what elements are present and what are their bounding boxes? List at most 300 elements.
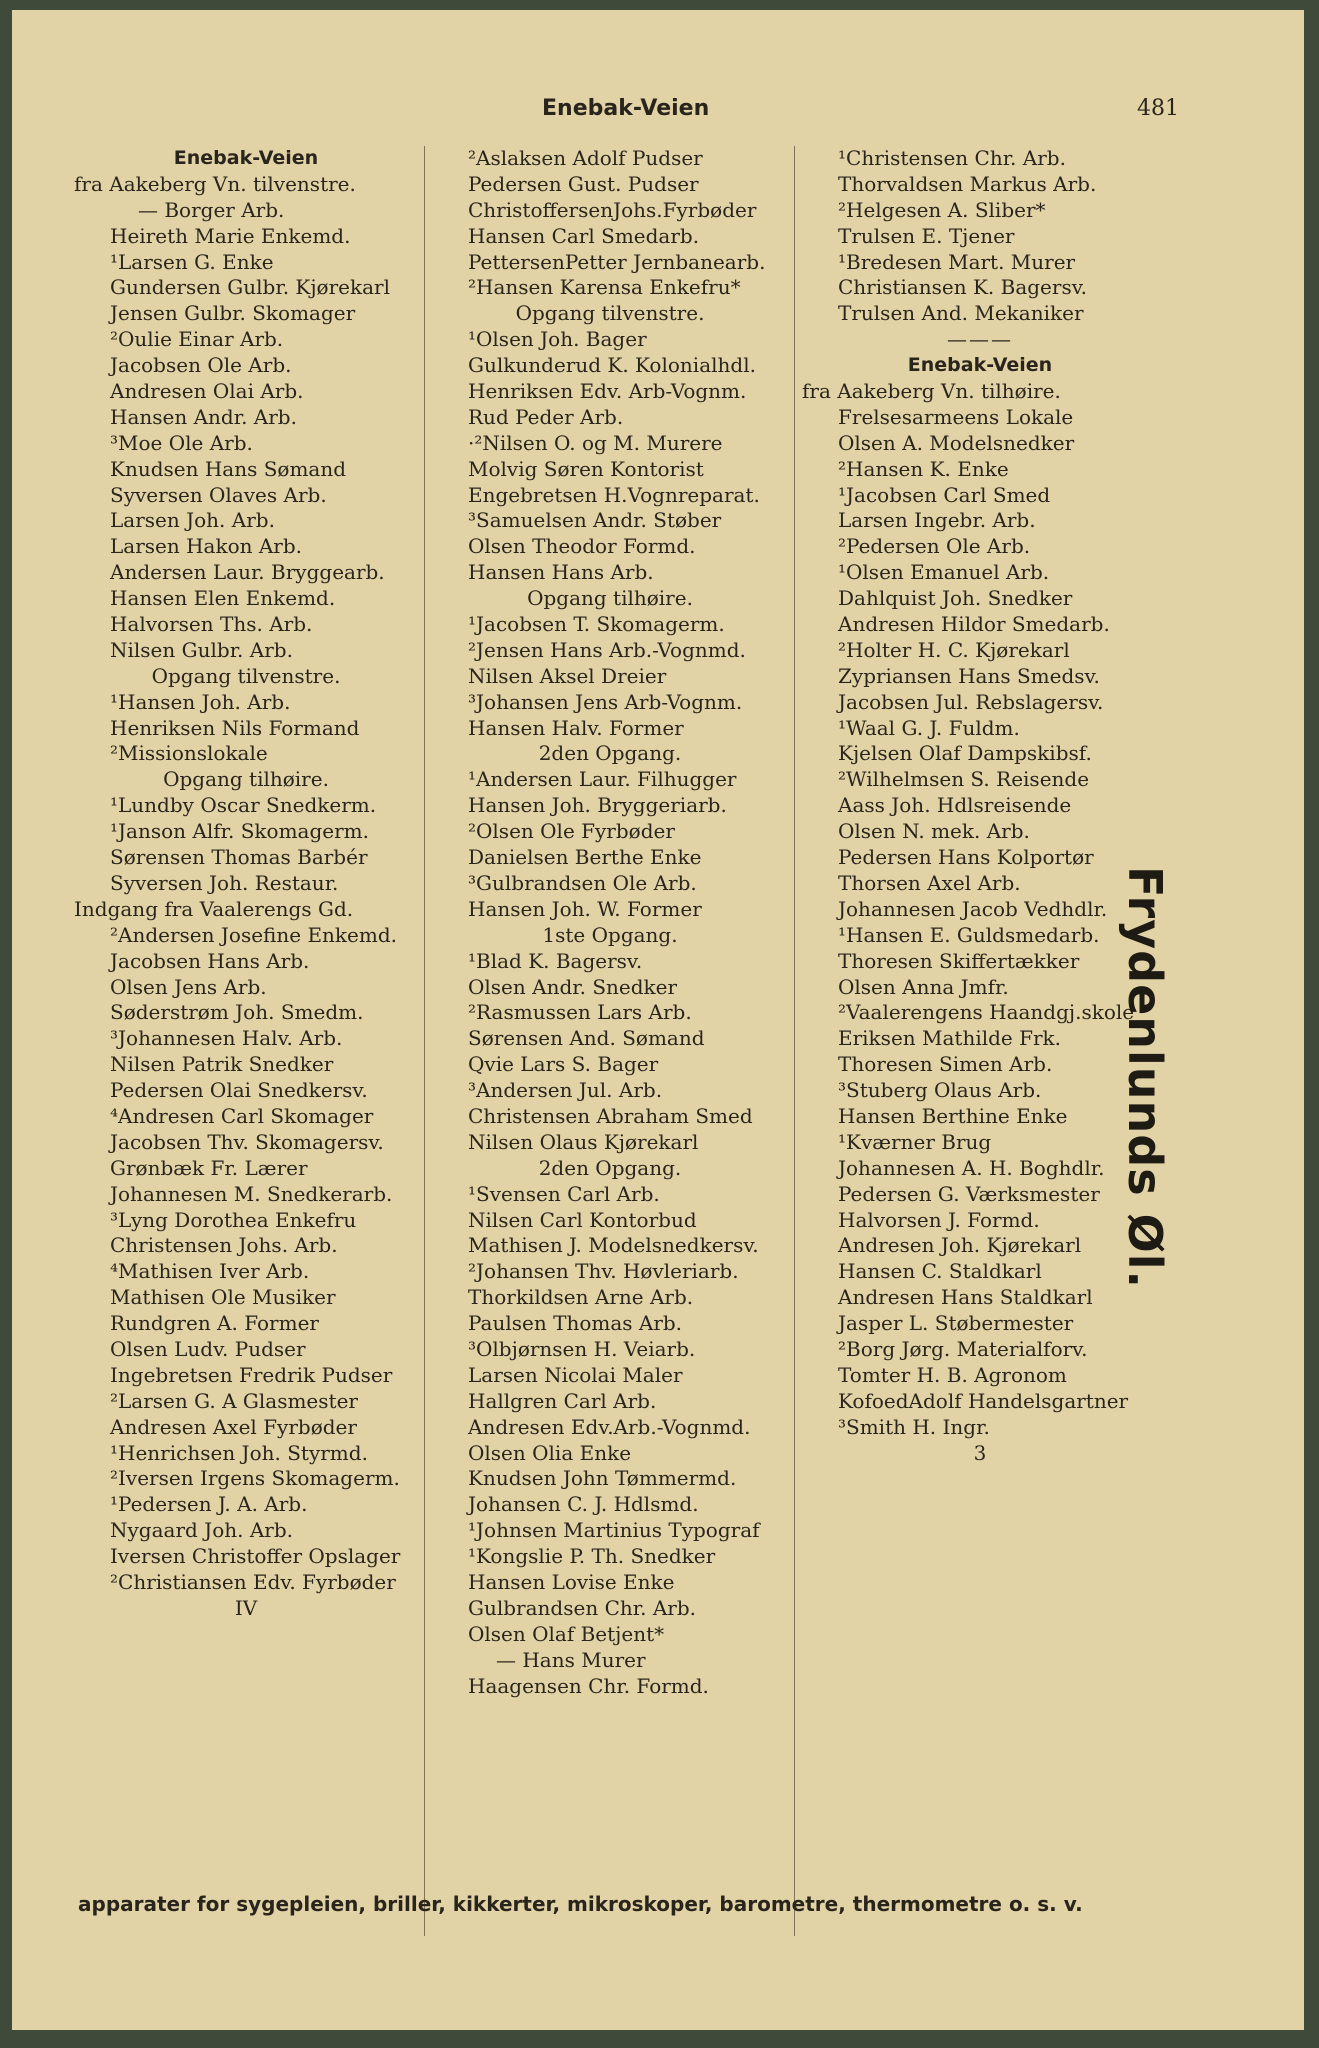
directory-line	[802, 664, 1182, 690]
entry-text: Nilsen Patrik Snedker	[110, 1052, 334, 1077]
directory-line	[802, 1441, 1182, 1467]
entry-text: ²Olsen Ole Fyrbøder	[468, 819, 675, 844]
directory-line	[432, 534, 812, 560]
entry-text: Opgang tilvenstre.	[151, 663, 341, 688]
directory-line	[802, 327, 1182, 353]
directory-line	[74, 1104, 442, 1130]
directory-line	[74, 923, 442, 949]
directory-line	[432, 1233, 812, 1259]
entry-text: ¹Pedersen J. A. Arb.	[110, 1492, 308, 1517]
directory-line	[432, 1415, 812, 1441]
entry-text: Frelsesarmeens Lokale	[838, 404, 1074, 429]
directory-line	[74, 1544, 442, 1570]
directory-line	[432, 327, 812, 353]
directory-column-2	[432, 146, 812, 1699]
entry-text: Trulsen E. Tjener	[838, 223, 1015, 248]
entry-text: Syversen Joh. Restaur.	[110, 870, 339, 895]
entry-text: Molvig Søren Kontorist	[468, 456, 704, 481]
directory-line	[802, 560, 1182, 586]
directory-line	[432, 1441, 812, 1467]
directory-line	[432, 793, 812, 819]
directory-line	[802, 1285, 1182, 1311]
entry-text: ²Wilhelmsen S. Reisende	[838, 767, 1090, 792]
entry-text: ²Hansen K. Enke	[838, 456, 1009, 481]
directory-line	[74, 1182, 442, 1208]
entry-text: ³Johannesen Halv. Arb.	[110, 1026, 343, 1051]
entry-text: fra Aakeberg Vn. tilvenstre.	[74, 171, 356, 196]
directory-line	[432, 1570, 812, 1596]
entry-text: Henriksen Nils Formand	[110, 715, 360, 740]
directory-page	[12, 10, 1304, 2030]
entry-text: Christiansen K. Bagersv.	[838, 275, 1088, 300]
entry-text: ¹Lundby Oscar Snedkerm.	[110, 793, 377, 818]
directory-line	[432, 405, 812, 431]
directory-line	[74, 483, 442, 509]
entry-text: ¹Olsen Joh. Bager	[468, 327, 647, 352]
entry-text: ²Vaalerengens Haandgj.skole	[838, 1000, 1135, 1025]
entry-text: Grønbæk Fr. Lærer	[110, 1155, 308, 1180]
entry-text: ³Olbjørnsen H. Veiarb.	[468, 1336, 696, 1361]
directory-line	[74, 1078, 442, 1104]
directory-line	[74, 1492, 442, 1518]
entry-text: fra Aakeberg Vn. tilhøire.	[802, 379, 1061, 404]
directory-line	[74, 949, 442, 975]
directory-line	[74, 1441, 442, 1467]
entry-text: Andresen Hildor Smedarb.	[838, 612, 1110, 637]
directory-line	[432, 1363, 812, 1389]
directory-line	[432, 1130, 812, 1156]
entry-text: Jensen Gulbr. Skomager	[110, 301, 356, 326]
entry-text: Larsen Ingebr. Arb.	[838, 508, 1036, 533]
entry-text: Johansen C. J. Hdlsmd.	[468, 1492, 699, 1517]
entry-text: ³Johansen Jens Arb-Vognm.	[468, 689, 743, 714]
entry-text: Mathisen J. Modelsnedkersv.	[468, 1233, 759, 1258]
entry-text: Hansen C. Staldkarl	[838, 1259, 1042, 1284]
directory-line	[802, 1311, 1182, 1337]
entry-text: 1ste Opgang.	[542, 922, 678, 947]
directory-line	[802, 793, 1182, 819]
entry-text: ¹Christensen Chr. Arb.	[838, 146, 1066, 170]
directory-line	[74, 1285, 442, 1311]
directory-line	[74, 871, 442, 897]
page-number: 481	[1137, 96, 1179, 121]
entry-text: ²Helgesen A. Sliber*	[838, 197, 1046, 222]
entry-text: Opgang tilhøire.	[163, 767, 329, 792]
entry-text: Larsen Hakon Arb.	[110, 534, 303, 559]
entry-text: ³Samuelsen Andr. Støber	[468, 508, 722, 533]
entry-text: Haagensen Chr. Formd.	[468, 1673, 709, 1698]
entry-text: Søderstrøm Joh. Smedm.	[110, 1000, 364, 1025]
entry-text: ChristoffersenJohs.Fyrbøder	[468, 197, 757, 222]
directory-line	[74, 1518, 442, 1544]
directory-line	[74, 560, 442, 586]
directory-line	[802, 716, 1182, 742]
directory-line	[432, 1518, 812, 1544]
entry-text: Olsen Theodor Formd.	[468, 534, 696, 559]
directory-line	[74, 224, 442, 250]
directory-line	[432, 457, 812, 483]
entry-text: Pedersen G. Værksmester	[838, 1181, 1100, 1206]
directory-line	[74, 405, 442, 431]
directory-line	[802, 1389, 1182, 1415]
directory-line	[432, 1466, 812, 1492]
directory-line	[74, 1156, 442, 1182]
entry-text: Henriksen Edv. Arb-Vognm.	[468, 379, 747, 404]
directory-line	[802, 431, 1182, 457]
directory-line	[432, 172, 812, 198]
entry-text: Larsen Nicolai Maler	[468, 1362, 683, 1387]
entry-text: Jacobsen Hans Arb.	[110, 948, 310, 973]
directory-line	[802, 741, 1182, 767]
directory-line	[432, 949, 812, 975]
entry-text: ⁴Andresen Carl Skomager	[110, 1103, 374, 1128]
directory-line	[432, 586, 812, 612]
entry-text: Enebak-Veien	[173, 147, 319, 169]
entry-text: Olsen N. mek. Arb.	[838, 819, 1030, 844]
entry-text: Nilsen Carl Kontorbud	[468, 1207, 697, 1232]
directory-line	[802, 405, 1182, 431]
entry-text: ¹Henrichsen Joh. Styrmd.	[110, 1440, 368, 1465]
entry-text: Olsen Andr. Snedker	[468, 974, 678, 999]
entry-text: Pedersen Gust. Pudser	[468, 171, 699, 196]
entry-text: Halvorsen J. Formd.	[838, 1207, 1040, 1232]
directory-line	[432, 897, 812, 923]
entry-text: Jacobsen Thv. Skomagersv.	[110, 1129, 384, 1154]
directory-line	[74, 1415, 442, 1441]
entry-text: Thorsen Axel Arb.	[838, 870, 1021, 895]
directory-line	[74, 1130, 442, 1156]
entry-text: ¹Olsen Emanuel Arb.	[838, 560, 1050, 585]
entry-text: ²Holter H. C. Kjørekarl	[838, 637, 1070, 662]
entry-text: Olsen Anna Jmfr.	[838, 974, 1009, 999]
entry-text: ²Aslaksen Adolf Pudser	[468, 146, 703, 170]
directory-line	[432, 146, 812, 172]
entry-text: Mathisen Ole Musiker	[110, 1285, 336, 1310]
directory-line	[432, 1337, 812, 1363]
entry-text: ²Jensen Hans Arb.-Vognmd.	[468, 637, 746, 662]
entry-text: Andresen Edv.Arb.-Vognmd.	[468, 1414, 751, 1439]
directory-line	[74, 250, 442, 276]
page-header	[12, 96, 1304, 132]
entry-text: Enebak-Veien	[907, 354, 1053, 377]
entry-text: Nygaard Joh. Arb.	[110, 1518, 293, 1543]
directory-line	[74, 1311, 442, 1337]
directory-line	[74, 1389, 442, 1415]
entry-text: Aass Joh. Hdlsreisende	[838, 793, 1072, 818]
entry-text: Knudsen John Tømmermd.	[468, 1466, 737, 1491]
entry-text: Rud Peder Arb.	[468, 404, 624, 429]
entry-text: Hansen Halv. Former	[468, 715, 684, 740]
directory-line	[432, 1544, 812, 1570]
directory-line	[74, 975, 442, 1001]
entry-text: Hallgren Carl Arb.	[468, 1388, 657, 1413]
entry-text: ³Smith H. Ingr.	[838, 1414, 990, 1439]
entry-text: ¹Larsen G. Enke	[110, 249, 274, 274]
entry-text: ¹Hansen Joh. Arb.	[110, 689, 291, 714]
directory-line	[802, 534, 1182, 560]
directory-line	[432, 741, 812, 767]
entry-text: — Hans Murer	[496, 1647, 646, 1672]
entry-text: ¹Svensen Carl Arb.	[468, 1181, 660, 1206]
entry-text: Ingebretsen Fredrik Pudser	[110, 1362, 393, 1387]
entry-text: Syversen Olaves Arb.	[110, 482, 327, 507]
directory-line	[432, 1156, 812, 1182]
entry-text: ²Andersen Josefine Enkemd.	[110, 922, 398, 947]
directory-line	[432, 638, 812, 664]
entry-text: Nilsen Aksel Dreier	[468, 663, 667, 688]
entry-text: Andresen Hans Staldkarl	[838, 1285, 1093, 1310]
directory-line	[74, 1363, 442, 1389]
entry-text: ³Moe Ole Arb.	[110, 430, 253, 455]
entry-text: Jasper L. Støbermester	[838, 1311, 1074, 1336]
directory-line	[432, 1078, 812, 1104]
directory-line	[74, 301, 442, 327]
directory-line	[802, 172, 1182, 198]
entry-text: Johannesen A. H. Boghdlr.	[838, 1155, 1105, 1180]
entry-text: Rundgren A. Former	[110, 1311, 319, 1336]
entry-text: ³Stuberg Olaus Arb.	[838, 1078, 1042, 1103]
entry-text: ²Hansen Karensa Enkefru*	[468, 275, 741, 300]
entry-text: Hansen Joh. W. Former	[468, 896, 702, 921]
entry-text: ²Rasmussen Lars Arb.	[468, 1000, 692, 1025]
directory-line	[432, 275, 812, 301]
entry-text: Heireth Marie Enkemd.	[110, 223, 351, 248]
entry-text: Olsen A. Modelsnedker	[838, 430, 1075, 455]
entry-text: Hansen Hans Arb.	[468, 560, 654, 585]
entry-text: KofoedAdolf Handelsgartner	[838, 1388, 1129, 1413]
entry-text: Jacobsen Jul. Rebslagersv.	[838, 689, 1104, 714]
footer-advertisement	[78, 1890, 1278, 1918]
directory-line	[74, 172, 442, 198]
entry-text: Opgang tilhøire.	[527, 586, 693, 611]
street-heading	[74, 146, 442, 172]
directory-line	[74, 353, 442, 379]
entry-text: ⁴Mathisen Iver Arb.	[110, 1259, 310, 1284]
directory-line	[74, 1233, 442, 1259]
entry-text: 3	[973, 1440, 987, 1465]
entry-text: ¹Andersen Laur. Filhugger	[468, 767, 737, 792]
directory-line	[74, 1259, 442, 1285]
directory-line	[432, 1000, 812, 1026]
directory-line	[802, 224, 1182, 250]
directory-line	[432, 1389, 812, 1415]
entry-text: 2den Opgang.	[538, 741, 682, 766]
entry-text: ¹Jacobsen Carl Smed	[838, 482, 1051, 507]
directory-line	[74, 793, 442, 819]
entry-text: Johannesen Jacob Vedhdlr.	[838, 896, 1108, 921]
directory-line	[802, 638, 1182, 664]
entry-text: Olsen Ludv. Pudser	[110, 1336, 306, 1361]
entry-text: Dahlquist Joh. Snedker	[838, 586, 1073, 611]
directory-line	[74, 1052, 442, 1078]
directory-line	[802, 146, 1182, 172]
entry-text: Larsen Joh. Arb.	[110, 508, 275, 533]
directory-line	[74, 612, 442, 638]
directory-line	[74, 457, 442, 483]
entry-text: Opgang tilvenstre.	[515, 301, 705, 326]
entry-text: Pedersen Olai Snedkersv.	[110, 1078, 368, 1103]
entry-text: Eriksen Mathilde Frk.	[838, 1026, 1062, 1051]
entry-text: Kjelsen Olaf Dampskibsf.	[838, 741, 1092, 766]
directory-line	[432, 353, 812, 379]
directory-line	[74, 690, 442, 716]
entry-text: Olsen Olia Enke	[468, 1440, 632, 1465]
directory-line	[802, 1337, 1182, 1363]
entry-text: Hansen Andr. Arb.	[110, 404, 297, 429]
entry-text: Qvie Lars S. Bager	[468, 1052, 659, 1077]
entry-text: ———	[947, 327, 1013, 352]
directory-line	[432, 819, 812, 845]
entry-text: 2den Opgang.	[538, 1155, 682, 1180]
directory-line	[802, 1415, 1182, 1441]
entry-text: Olsen Olaf Betjent*	[468, 1621, 665, 1646]
directory-line	[802, 275, 1182, 301]
entry-text: IV	[234, 1595, 258, 1620]
directory-line	[74, 1596, 442, 1622]
directory-line	[432, 1648, 812, 1674]
entry-text: Trulsen And. Mekaniker	[838, 301, 1084, 326]
directory-line	[432, 198, 812, 224]
directory-line	[432, 483, 812, 509]
directory-line	[802, 767, 1182, 793]
directory-line	[802, 586, 1182, 612]
entry-text: Gulkunderud K. Kolonialhdl.	[468, 353, 756, 378]
entry-text: Engebretsen H.Vognreparat.	[468, 482, 760, 507]
entry-text: ¹Kongslie P. Th. Snedker	[468, 1544, 716, 1569]
directory-line	[802, 690, 1182, 716]
entry-text: ¹Jacobsen T. Skomagerm.	[468, 612, 725, 637]
entry-text: Hansen Lovise Enke	[468, 1569, 675, 1594]
side-advertisement: Frydenlunds Øl.	[1118, 866, 1172, 1289]
entry-text: Halvorsen Ths. Arb.	[110, 612, 313, 637]
directory-line	[802, 612, 1182, 638]
directory-line	[74, 198, 442, 224]
directory-line	[432, 560, 812, 586]
entry-text: Andresen Axel Fyrbøder	[110, 1414, 357, 1439]
directory-line	[432, 508, 812, 534]
footer-advertisement-text: apparater for sygepleien, briller, kikkerter, mikroskoper, barometre, thermometre o. s. v.	[78, 1892, 1083, 1916]
entry-text: ¹Bredesen Mart. Murer	[838, 249, 1076, 274]
entry-text: Hansen Berthine Enke	[838, 1103, 1068, 1128]
entry-text: Hansen Joh. Bryggeriarb.	[468, 793, 727, 818]
directory-line	[802, 1363, 1182, 1389]
directory-line	[432, 1259, 812, 1285]
directory-line	[74, 767, 442, 793]
directory-line	[432, 1104, 812, 1130]
directory-line	[432, 301, 812, 327]
directory-line	[432, 1026, 812, 1052]
directory-line	[432, 1492, 812, 1518]
directory-line	[432, 1052, 812, 1078]
directory-line	[802, 483, 1182, 509]
directory-line	[432, 871, 812, 897]
directory-line	[432, 224, 812, 250]
directory-line	[74, 327, 442, 353]
directory-line	[432, 250, 812, 276]
entry-text: ²Oulie Einar Arb.	[110, 327, 284, 352]
directory-line	[432, 690, 812, 716]
entry-text: ¹Hansen E. Guldsmedarb.	[838, 922, 1100, 947]
street-heading	[802, 353, 1182, 379]
entry-text: Christensen Johs. Arb.	[110, 1233, 338, 1258]
entry-text: — Borger Arb.	[138, 197, 285, 222]
entry-text: Christensen Abraham Smed	[468, 1103, 753, 1128]
directory-line	[74, 1026, 442, 1052]
directory-line	[74, 379, 442, 405]
directory-line	[74, 819, 442, 845]
entry-text: ¹Janson Alfr. Skomagerm.	[110, 819, 369, 844]
entry-text: Sørensen And. Sømand	[468, 1026, 705, 1051]
entry-text: ³Lyng Dorothea Enkefru	[110, 1207, 357, 1232]
directory-line	[432, 975, 812, 1001]
directory-line	[432, 664, 812, 690]
directory-line	[432, 1596, 812, 1622]
directory-line	[802, 301, 1182, 327]
directory-column-1	[74, 146, 442, 1622]
directory-line	[432, 923, 812, 949]
entry-text: ¹Waal G. J. Fuldm.	[838, 715, 1020, 740]
entry-text: Thorkildsen Arne Arb.	[468, 1285, 694, 1310]
directory-line	[802, 379, 1182, 405]
directory-line	[432, 716, 812, 742]
directory-line	[432, 379, 812, 405]
entry-text: ²Iversen Irgens Skomagerm.	[110, 1466, 400, 1491]
entry-text: Nilsen Olaus Kjørekarl	[468, 1129, 699, 1154]
directory-line	[432, 1285, 812, 1311]
directory-line	[74, 845, 442, 871]
entry-text: PettersenPetter Jernbanearb.	[468, 249, 766, 274]
directory-line	[432, 845, 812, 871]
entry-text: ²Larsen G. A Glasmester	[110, 1388, 358, 1413]
directory-line	[74, 534, 442, 560]
entry-text: Tomter H. B. Agronom	[838, 1362, 1067, 1387]
entry-text: ¹Blad K. Bagersv.	[468, 948, 643, 973]
entry-text: Danielsen Berthe Enke	[468, 845, 702, 870]
entry-text: Thorvaldsen Markus Arb.	[838, 171, 1097, 196]
entry-text: Andersen Laur. Bryggearb.	[110, 560, 385, 585]
entry-text: ²Pedersen Ole Arb.	[838, 534, 1031, 559]
entry-text: Hansen Elen Enkemd.	[110, 586, 336, 611]
entry-text: ·²Nilsen O. og M. Murere	[468, 430, 723, 455]
directory-line	[432, 612, 812, 638]
directory-line	[74, 1466, 442, 1492]
entry-text: ³Gulbrandsen Ole Arb.	[468, 870, 697, 895]
entry-text: ²Johansen Thv. Høvleriarb.	[468, 1259, 739, 1284]
entry-text: Sørensen Thomas Barbér	[110, 845, 368, 870]
entry-text: ³Andersen Jul. Arb.	[468, 1078, 663, 1103]
directory-line	[74, 1208, 442, 1234]
directory-line	[802, 508, 1182, 534]
entry-text: Zypriansen Hans Smedsv.	[838, 663, 1100, 688]
directory-line	[74, 275, 442, 301]
directory-line	[74, 508, 442, 534]
directory-line	[432, 1622, 812, 1648]
directory-line	[74, 1000, 442, 1026]
directory-line	[74, 716, 442, 742]
entry-text: ¹Johnsen Martinius Typograf	[468, 1518, 760, 1543]
entry-text: ²Missionslokale	[110, 741, 268, 766]
directory-line	[74, 1337, 442, 1363]
entry-text: ¹Kværner Brug	[838, 1129, 992, 1154]
directory-line	[74, 741, 442, 767]
entry-text: Nilsen Gulbr. Arb.	[110, 637, 293, 662]
entry-text: Thoresen Simen Arb.	[838, 1052, 1053, 1077]
entry-text: ²Borg Jørg. Materialforv.	[838, 1336, 1088, 1361]
entry-text: Olsen Jens Arb.	[110, 974, 267, 999]
entry-text: Gulbrandsen Chr. Arb.	[468, 1595, 696, 1620]
directory-line	[74, 638, 442, 664]
entry-text: Gundersen Gulbr. Kjørekarl	[110, 275, 390, 300]
